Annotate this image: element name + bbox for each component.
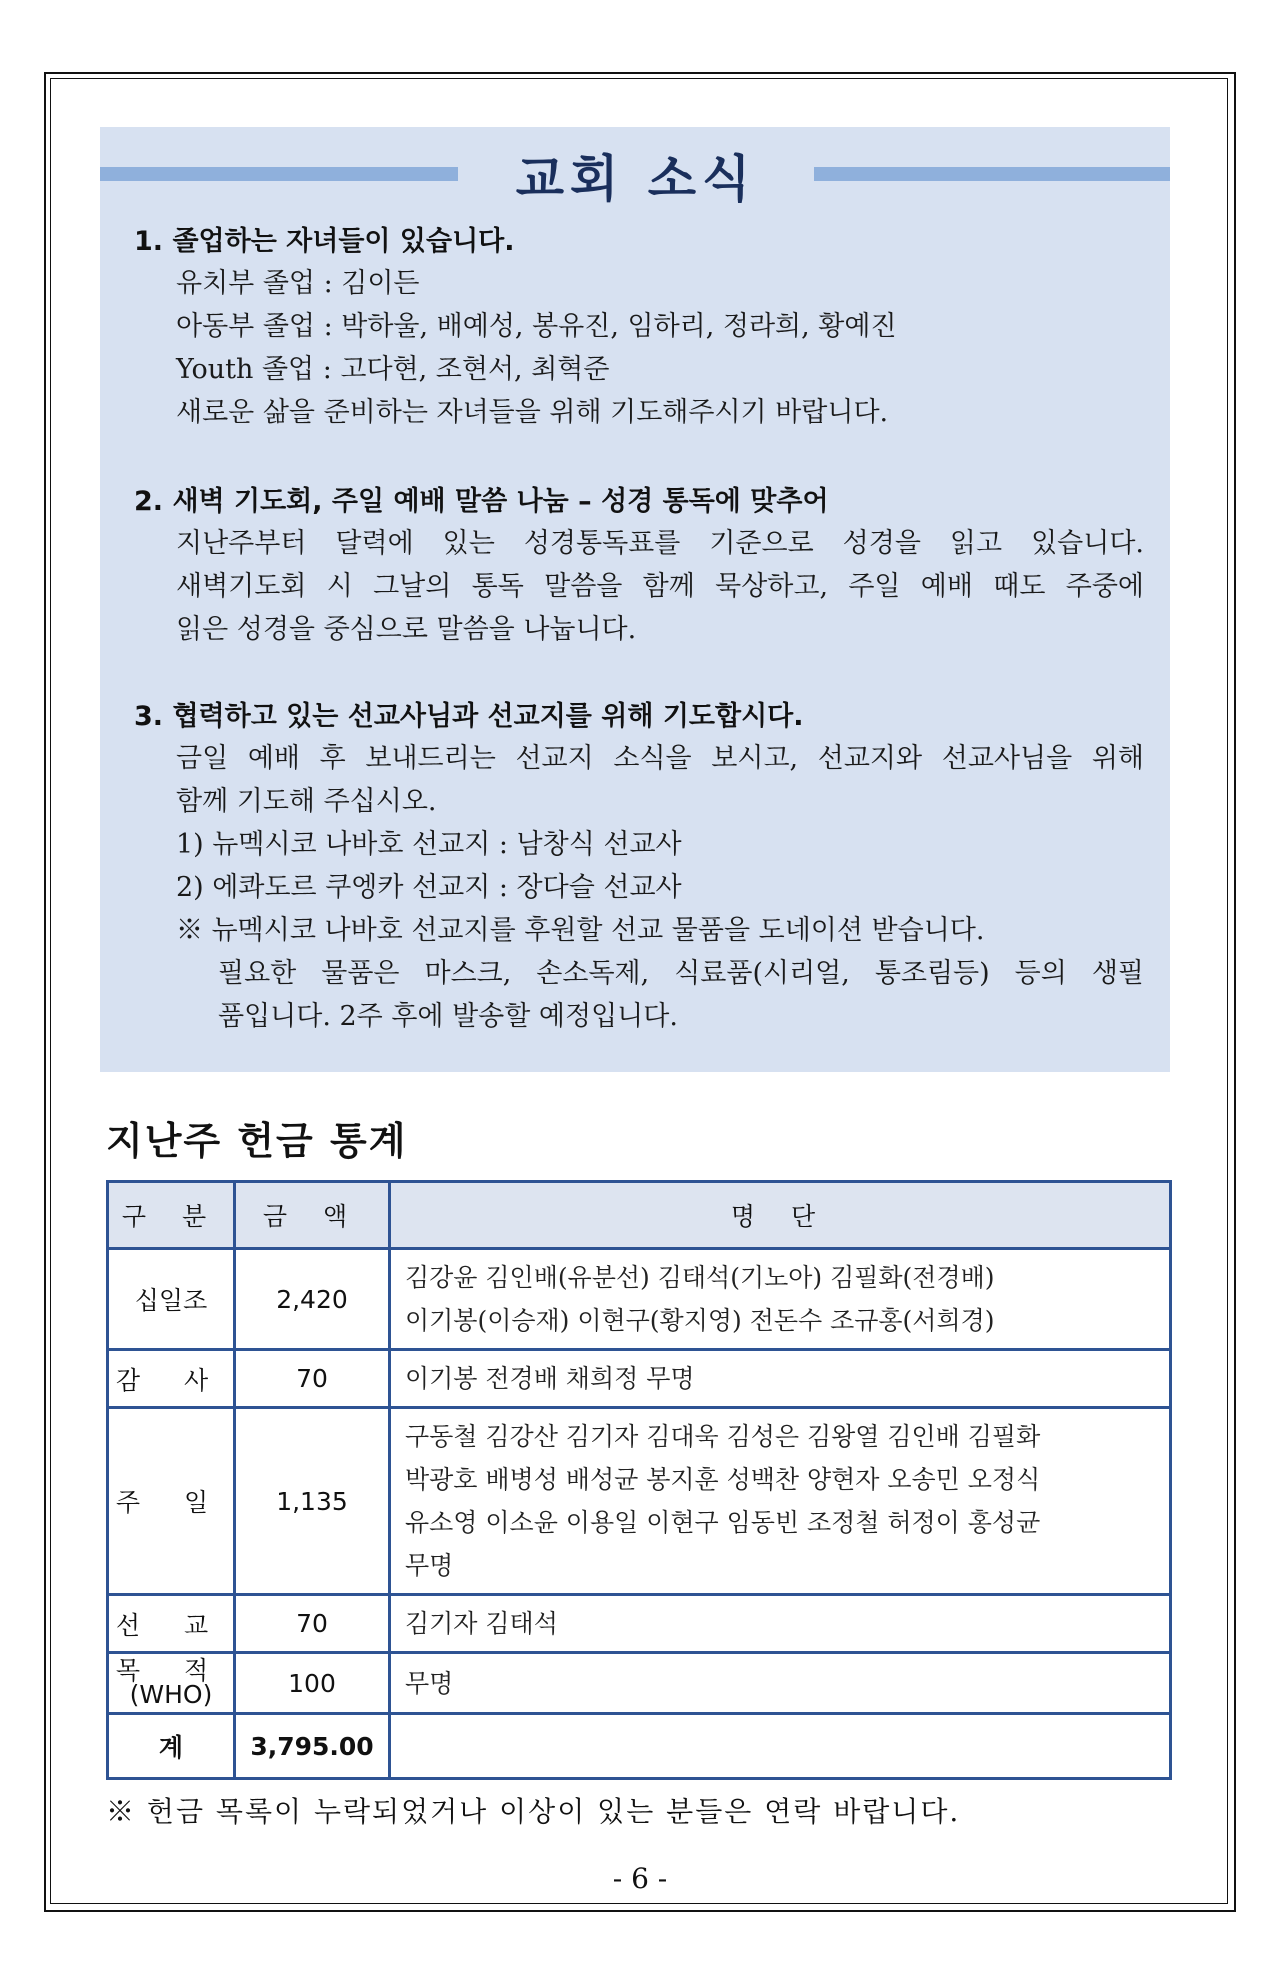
table-row [108,1595,1171,1653]
row-names [390,1350,1171,1408]
row-category: 감 사 [108,1350,235,1408]
section-line: Youth 졸업 : 고다현, 조현서, 최혁준 [176,354,610,385]
section-note-continued: 품입니다. 2주 후에 발송할 예정입니다. [218,1001,678,1032]
names-line: 김강윤 김인배(유분선) 김태석(기노아) 김필화(전경배) [405,1263,995,1292]
table-row [108,1249,1171,1350]
row-amount: 1,135 [235,1408,390,1595]
names-line: 무명 [405,1668,454,1698]
title-bar-left [100,167,458,181]
offering-stats-title: 지난주 헌금 통계 [106,1119,408,1163]
total-amount: 3,795.00 [235,1714,390,1779]
row-category [108,1653,235,1714]
row-names [390,1595,1171,1653]
names-line: 이기봉(이승재) 이현구(황지영) 전돈수 조규홍(서희경) [405,1306,995,1335]
row-names [390,1408,1171,1595]
row-category-main: 목 적 [115,1656,227,1685]
row-category-sub: (WHO) [129,1680,213,1709]
church-news-box [100,127,1170,1072]
section-line: 유치부 졸업 : 김이든 [176,268,420,299]
news-section-2 [134,482,1144,651]
table-row [108,1653,1171,1714]
section-note-continued: 필요한 물품은 마스크, 손소독제, 식료품(시리얼, 통조림등) 등의 생필 [218,958,1144,989]
header-names: 명 단 [390,1182,1171,1249]
section-line: 함께 기도해 주십시오. [176,786,437,817]
row-amount: 2,420 [235,1249,390,1350]
table-row [108,1350,1171,1408]
section-line: 아동부 졸업 : 박하울, 배예성, 봉유진, 임하리, 정라희, 황예진 [176,311,897,342]
section-line: 지난주부터 달력에 있는 성경통독표를 기준으로 성경을 읽고 있습니다. [176,528,1144,559]
names-line: 유소영 이소윤 이용일 이현구 임동빈 조정철 허정이 홍성균 [405,1508,1041,1537]
row-amount: 70 [235,1595,390,1653]
section-line: 새로운 삶을 준비하는 자녀들을 위해 기도해주시기 바랍니다. [176,397,889,428]
names-line: 김기자 김태석 [405,1609,558,1638]
table-row [108,1408,1171,1595]
names-line: 박광호 배병성 배성균 봉지훈 성백찬 양현자 오송민 오정식 [405,1465,1041,1494]
names-line: 무명 [405,1551,454,1580]
section-line: 읽은 성경을 중심으로 말씀을 나눕니다. [176,614,637,645]
section-line: 새벽기도회 시 그날의 통독 말씀을 함께 묵상하고, 주일 예배 때도 주중에 [176,571,1144,602]
names-line: 구동철 김강산 김기자 김대욱 김성은 김왕열 김인배 김필화 [405,1422,1041,1451]
row-category: 주 일 [108,1408,235,1595]
row-names [390,1653,1171,1714]
news-section-1 [134,222,1144,434]
offering-table [106,1180,1172,1780]
news-section-3 [134,697,1144,1038]
row-category: 선 교 [108,1595,235,1653]
section-heading: 2. 새벽 기도회, 주일 예배 말씀 나눔 – 성경 통독에 맞추어 [134,486,829,517]
offering-footnote: ※ 헌금 목록이 누락되었거나 이상이 있는 분들은 연락 바랍니다. [106,1795,961,1828]
row-category: 십일조 [108,1249,235,1350]
section-heading: 1. 졸업하는 자녀들이 있습니다. [134,226,515,257]
row-amount: 70 [235,1350,390,1408]
section-heading: 3. 협력하고 있는 선교사님과 선교지를 위해 기도합시다. [134,701,804,732]
header-category: 구 분 [108,1182,235,1249]
section-note: ※ 뉴멕시코 나바호 선교지를 후원할 선교 물품을 도네이션 받습니다. [176,915,985,946]
header-amount: 금 액 [235,1182,390,1249]
row-names [390,1249,1171,1350]
total-names-empty [390,1714,1171,1779]
section-line: 1) 뉴멕시코 나바호 선교지 : 남창식 선교사 [176,829,682,860]
news-title: 교회 소식 [515,150,757,208]
section-line: 금일 예배 후 보내드리는 선교지 소식을 보시고, 선교지와 선교사님을 위해 [176,743,1144,774]
row-amount: 100 [235,1653,390,1714]
total-row [108,1714,1171,1779]
page-number: - 6 - [612,1862,668,1895]
title-bar-right [814,167,1170,181]
total-label: 계 [108,1714,235,1779]
table-header-row [108,1182,1171,1249]
names-line: 이기봉 전경배 채희정 무명 [405,1364,695,1393]
section-line: 2) 에콰도르 쿠엥카 선교지 : 장다슬 선교사 [176,872,682,903]
